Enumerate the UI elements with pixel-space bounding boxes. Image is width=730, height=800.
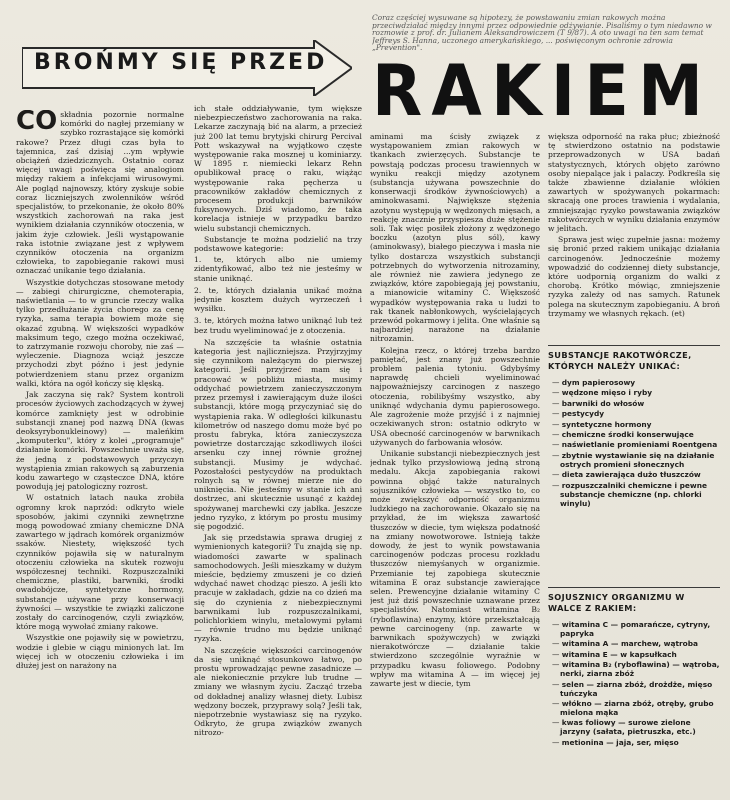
paragraph: W ostatnich latach nauka zrobiła ogromny krok naprzód: odkryto wiele sposobów, jakimi czynniki zewnętrzne mogą powodować zmiany chemiczne DNA zawartego w jądrach komórek organizmów ssaków. Niestety, większość tych czynników pojawiła się w naturalnym otoczeniu człowieka na skutek rozwoju współczesnej techniki. Rozpuszczalniki chemiczne, plastiki, barwniki, środki owadobójcze, syntetyczne hormony, substancje używane przy konserwacji żywności — wszystkie te związki zaliczone zostały do carcinogenów, czyli związków, które mogą wywołać zmiany rakowe. (16, 493, 184, 632)
paragraph: Substancje te można podzielić na trzy podstawowe kategorie: (194, 234, 362, 254)
headline-big: RAKIEM (372, 50, 713, 132)
category-item: 1. te, których albo nie umiemy zidentyfikować, albo też nie jesteśmy w stanie uniknąć. (194, 255, 362, 283)
list-item: — zbytnie wystawianie się na działanie ostrych promieni słonecznych (548, 451, 720, 469)
paragraph: Kolejna rzecz, o której trzeba bardzo pamiętać, jest znany już powszechnie problem palenia tytoniu. Gdybyśmy naprawdę chcieli wyeliminować najpoważniejszy carcinogen z naszego otoczenia, robilibyśmy wszystko, aby uniknąć wdychania dymu papierosowego. Ale zagrożenie może przyjść i z najmniej oczekiwanych stron: ostatnio odkryto w USA obecność carcinogenów w barwnikach używanych do farbowania włosów. (370, 345, 540, 447)
drop-cap: CO (16, 110, 58, 136)
category-item: 2. te, których działania unikać można jedynie kosztem dużych wyrzeczeń i wysiłku. (194, 285, 362, 314)
carcinogens-list (548, 378, 720, 583)
list-item: — kwas foliowy — surowe zielone jarzyny (sałata, pietruszka, etc.) (548, 718, 720, 736)
allies-box-title: SOJUSZNICY ORGANIZMU W WALCE Z RAKIEM: (548, 592, 685, 613)
list-item: — witamina C — pomarańcze, cytryny, papryka (548, 620, 720, 638)
paragraph: Unikanie substancji niebezpiecznych jest jednak tylko przysłowiową jedną stroną medalu. Akcja zapobiegania rakowi powinna objąć także naturalnych sojuszników człowieka — wszystko to, co może zwiększyć odporność organizmu ludzkiego na zachorowanie. Okazało się na przykład, że im większa zawartość tłuszczów w diecie, tym większa podatność na zmiany nowotworowe. Istnieją także dowody, że jest to wynik powstawania carcinogenów podczas procesu rozkładu tłuszczów niemyśanych w organizmie. Przemianie tej zapobiega skutecznie witamina E oraz substancje zawierające selen. Prewencyjne działanie witaminy C jest już dziś powszechnie uznawane przez specjalistów. Natomiast witamina B₂ (ryboflawina) enzymy, które przekształcają pewne carcinogeny (np. zawarte w barwnikach spożywczych) w związki nierakotwórcze — działanie takie stwierdzono szczególnie wyraźnie w przypadku kwasu foliowego. Podobny wpływ ma witamina A — im więcej jej zawarte jest w diecie, tym (370, 448, 540, 688)
paragraph: Wszystkie one pojawiły się w powietrzu, wodzie i glebie w ciągu minionych lat. Im więcej ich w otoczeniu człowieka i im dłużej jest on narażony na (16, 633, 184, 670)
category-list (194, 255, 362, 335)
list-item: — barwniki do włosów (548, 399, 720, 408)
article-column-4 (548, 132, 720, 340)
paragraph: Jak się przedstawia sprawa drugiej z wymienionych kategorii? Tu znajdą się np. wiadomości zawarte w spalinach samochodowych. Jeśli mieszkamy w dużym mieście, będziemy zmuszeni je co dzień wdychać nawet chodząc pieszo. A jeśli kto pracuje w zakładach, gdzie na co dzień ma się do czynienia z niebezpiecznymi barwnikami lub rozpuszczalnikami, polichlorkiem winylu, metalowymi pyłami — równie trudno mu będzie uniknąć ryzyka. (194, 533, 362, 644)
divider (548, 587, 720, 588)
list-item: — witamina B₂ (ryboflawina) — wątroba, nerki, ziarna zbóż (548, 660, 720, 678)
list-item: — dieta zawierająca dużo tłuszczów (548, 470, 720, 479)
list-item: — włókno — ziarna zbóż, otręby, grubo mielona mąka (548, 699, 720, 717)
list-item: — metionina — jaja, ser, mięso (548, 738, 720, 747)
list-item: — selen — ziarna zbóż, drożdże, mięso tuńczyka (548, 680, 720, 698)
list-item: — wędzone mięso i ryby (548, 388, 720, 397)
list-item: — rozpuszczalniki chemiczne i pewne substancje chemiczne (np. chlorki winylu) (548, 481, 720, 508)
paragraph: Jak zaczyna się rak? System kontroli procesów życiowych zachodzących w żywej komórce zamknięty jest w odrobinie substancji znanej pod nazwą DNA (kwas deoksyrybonukleinowy) — maleńkim „komputerku", który z kolei „programuje" działanie komórki. Powszechnie uważa się, że jedną z podstawowych przyczyn wystąpienia zmian rakowych są zaburzenia kodu zawartego w cząsteczce DNA, które powodują jej patologiczny rozrost. (16, 390, 184, 492)
article-column-3 (370, 132, 540, 800)
article-column-1 (16, 110, 184, 800)
carcinogens-box-title: SUBSTANCJE RAKOTWÓRCZE, KTÓRYCH NALEŻY UNIKAĆ: (548, 350, 692, 371)
list-item: — witamina A — marchew, wątroba (548, 639, 720, 648)
list-item: — witamina E — w kapsułkach (548, 650, 720, 659)
list-item: — pestycydy (548, 409, 720, 418)
paragraph: aminami ma ścisły związek z wystąpowaniem zmian rakowych w tkankach zwierzęcych. Substancje te powstają podczas procesu trawiennych w wyniku reakcji między azotynem (substancja używana powszechnie do konserwacji środków żywnościowych) a aminokwasami. Największe stężenia azotynu występują w wędzonych mięsach, a reakcję znacznie przyspiesza duże stężenie soli. Tak więc posiłek złożony z wędzonego boczku (azotyn plus sól), kawy (aminokwasy), białego pieczywa i masła nie tylko dostarcza wszystkich substancji potrzebnych do wytworzenia nitrozaminy, ale również nie zawiera jedynego ze związków, które zapobiegają jej powstaniu, a mianowicie witaminy C. Większość wypadków występowania raka u ludzi to rak tkanek nabłonkowych, wyścielających przewód pokarmowy i jelita. One właśnie są najbardziej narażone na działanie nitrozamin. (370, 132, 540, 344)
list-item: — naświetlanie promieniami Roentgena (548, 440, 720, 449)
paragraph: Sprawa jest więc zupełnie jasna: możemy się bronić przed rakiem unikając działania carcinogenów. Jednocześnie możemy wpowadzić do codziennej diety substancje, które uodpornią organizm do walki z chorobą. Krótko mówiąc, zmniejszenie ryzyka zależy od nas samych. Ratunek polega na skutecznym zapobieganiu. A broń trzymamy we własnych rękach. (et) (548, 235, 720, 318)
list-item: — dym papierosowy (548, 378, 720, 387)
paragraph: Na szczęście ta właśnie ostatnia kategoria jest najliczniejsza. Przyjrzyjmy się czynnikom należącym do pierwszej kategorii. Jeśli przyjrzeć mam się i pracować w pobliżu miasta, musimy oddychać powietrzem zanieczyszczonym przez przemysł i zawierającym duże ilości substancji, które mogą przyczyniać się do wystąpienia raka. W odległości kilkunastu kilometrów od naszego domu może być po prostu fabryka, która zanieczyszcza powietrze dostarczając szkodliwych ilości arsenku czy innej równie groźnej substancji. Musimy je wdychać. Pozostałości pestycydów na produktach rolnych są w równej mierze nie do uniknięcia. Nie jesteśmy w stanie ich ani dostrzec, ani skutecznie usunąć z każdej spożywanej marchewki czy jabłka. Jeszcze jedno ryzyko, z którym po prostu musimy się pogodzić. (194, 337, 362, 531)
paragraph: ich stałe oddziaływanie, tym większe niebezpieczeństwo zachorowania na raka. Lekarze zaczynają bić na alarm, a przecież już 200 lat temu brytyjski chirurg Percival Pott wskazywał na wyjątkowo częste występowanie raka mosznej u kominiarzy. W 1895 r. niemiecki lekarz Rehn opublikował pracę o raku, wiążąc występowanie raka pęcherza u pracowników zakładów chemicznych z procesem produkcji barwników fuksynowych. Dziś wiadomo, że taka korelacja istnieje w przypadku bardzo wielu substancji chemicznych. (194, 104, 362, 233)
paragraph: większa odporność na raka płuc; zbieżność tę stwierdzono ostatnio na podstawie przeprowadzonych w USA badań statystycznych, których objęto zarówno osoby niepalące jak i palaczy. Podkreśla się także zbawienne działanie włókien zawartych w spożywanych pokarmach: skracają one proces trawienia i wydalania, zmniejszając ryzyko powstawania związków rakotwórczych w wyniku działania enzymów w jelitach. (548, 132, 720, 234)
intro-text: Coraz częściej wysuwane są hipotezy, że powstawaniu zmian rakowych można przeciwdziałać między innymi przez odpowiednie odżywianie. Pisaliśmy o tym niedawno w rozmowie z prof. dr. Julianem Aleksandrowiczem (T 9/87). A oto uwagi na ten sam temat Jeffreys S. Hanna, uczonego amerykańskiego, ... poświęconym ochronie zdrowia „Prevention". (372, 14, 712, 53)
list-item: — syntetyczne hormony (548, 420, 720, 429)
headline-small: BROŃMY SIĘ PRZED (34, 50, 328, 75)
allies-list (548, 620, 720, 798)
paragraph: Na szczęście większości carcinogenów da się uniknąć stosunkowo łatwo, po prostu wprowadzając pewne zasadnicze — ale niekoniecznie przykre lub trudne — zmiany we własnym życiu. Zacząć trzeba od dokładnej analizy własnej diety. Lubisz wędzony boczek, przyprawy solą? Jeśli tak, niepotrzebnie wystawiasz się na ryzyko. Odkryto, że grupa związków zwanych nitrozo- (194, 645, 362, 738)
article-column-2 (194, 104, 362, 800)
paragraph: składnia pozornie normalne komórki do nagłej przemiany w szybko rozrastające się komórki rakowe? Przez długi czas była to tajemnica, zaś dzisiaj ...ym wpływie obciążeń dziedzicznych. Ostatnio coraz więcej uwagi poświęca się analogiom między rakiem a infekcjami wirusowymi. Ale pogląd najnowszy, który zyskuje sobie coraz liczniejszych zwolenników wśród specjalistów, to przekonanie, że około 80% wszystkich zachorowań na raka jest wynikiem działania czynników otoczenia, w jakim żyje człowiek. Jeśli wystąpowanie raka istotnie związane jest z wpływem czynników otoczenia na organizm człowieka, to zapobieganie rakowi musi oznaczać unikanie tego działania. (16, 110, 184, 276)
list-item: — chemiczne środki konserwujące (548, 430, 720, 439)
paragraph: Wszystkie dotychczas stosowane metody — zabiegi chirurgiczne, chemoterapia, naświetlania — to w gruncie rzeczy walka tylko przedłużanie życia chorego za cenę ryzyka, sama terapia bowiem może się okazać zgubną. W większości wypadków maksimum tego, czego można oczekiwać, to zatrzymanie rozwoju choroby, nie zaś — wyleczenie. Diagnoza wciąż jeszcze przychodzi zbyt późno i jest jedynie potwierdzeniem stanu przez organizm walki, która na ogół kończy się klęską. (16, 277, 184, 388)
category-item: 3. te, których można łatwo uniknąć lub też bez trudu wyeliminować je z otoczenia. (194, 316, 362, 335)
divider (548, 345, 720, 346)
